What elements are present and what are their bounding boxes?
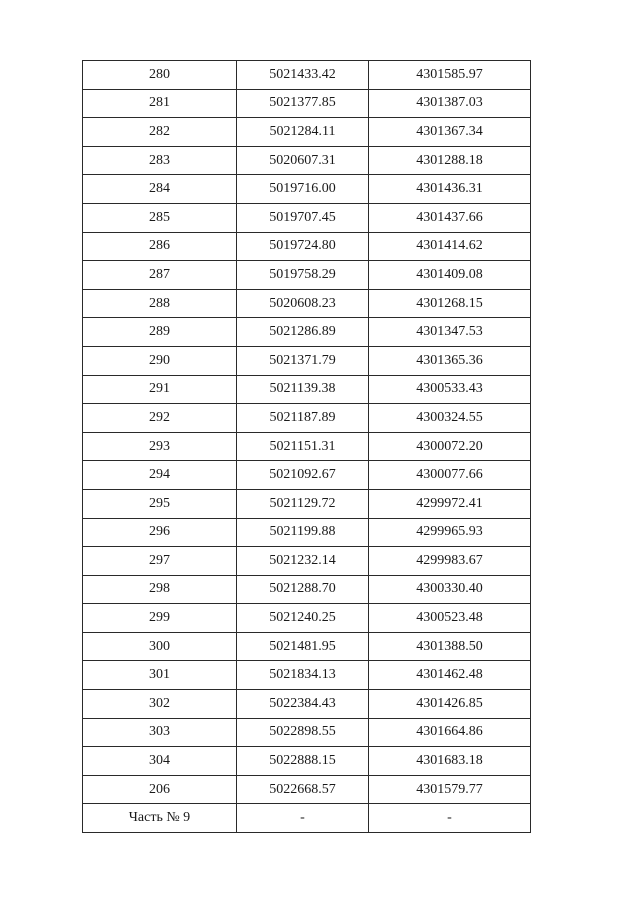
y-coordinate-cell: 4301347.53 xyxy=(369,318,531,347)
x-coordinate-cell: 5019716.00 xyxy=(237,175,369,204)
x-coordinate-cell: 5020607.31 xyxy=(237,146,369,175)
x-coordinate-cell: 5021092.67 xyxy=(237,461,369,490)
point-number-cell: 286 xyxy=(83,232,237,261)
y-coordinate-cell: 4301365.36 xyxy=(369,346,531,375)
table-row xyxy=(83,547,531,576)
table-row xyxy=(83,203,531,232)
x-coordinate-cell: 5021377.85 xyxy=(237,89,369,118)
y-coordinate-cell: 4301664.86 xyxy=(369,718,531,747)
point-number-cell: 280 xyxy=(83,61,237,90)
table-row xyxy=(83,604,531,633)
y-coordinate-cell: 4300533.43 xyxy=(369,375,531,404)
point-number-cell: 295 xyxy=(83,489,237,518)
table-row xyxy=(83,461,531,490)
coordinates-table xyxy=(82,60,531,833)
x-coordinate-cell: 5021240.25 xyxy=(237,604,369,633)
y-coordinate-cell: 4301387.03 xyxy=(369,89,531,118)
table-row xyxy=(83,661,531,690)
point-number-cell: 304 xyxy=(83,747,237,776)
point-number-cell: 289 xyxy=(83,318,237,347)
x-coordinate-cell: 5022888.15 xyxy=(237,747,369,776)
y-coordinate-cell: 4301437.66 xyxy=(369,203,531,232)
x-coordinate-cell: 5019758.29 xyxy=(237,261,369,290)
table-row xyxy=(83,404,531,433)
table-row xyxy=(83,518,531,547)
x-coordinate-cell: 5020608.23 xyxy=(237,289,369,318)
point-number-cell: 298 xyxy=(83,575,237,604)
point-number-cell: 300 xyxy=(83,632,237,661)
y-coordinate-cell: 4301268.15 xyxy=(369,289,531,318)
table-row xyxy=(83,718,531,747)
table-row xyxy=(83,375,531,404)
table-row xyxy=(83,804,531,833)
y-coordinate-cell: 4301585.97 xyxy=(369,61,531,90)
table-row xyxy=(83,747,531,776)
table-row xyxy=(83,775,531,804)
y-coordinate-cell: 4300324.55 xyxy=(369,404,531,433)
y-coordinate-cell: 4300330.40 xyxy=(369,575,531,604)
point-number-cell: Часть № 9 xyxy=(83,804,237,833)
x-coordinate-cell: - xyxy=(237,804,369,833)
x-coordinate-cell: 5022668.57 xyxy=(237,775,369,804)
x-coordinate-cell: 5021151.31 xyxy=(237,432,369,461)
y-coordinate-cell: 4300072.20 xyxy=(369,432,531,461)
table-row xyxy=(83,89,531,118)
x-coordinate-cell: 5021129.72 xyxy=(237,489,369,518)
x-coordinate-cell: 5021199.88 xyxy=(237,518,369,547)
y-coordinate-cell: 4299972.41 xyxy=(369,489,531,518)
y-coordinate-cell: 4301288.18 xyxy=(369,146,531,175)
y-coordinate-cell: 4300523.48 xyxy=(369,604,531,633)
table-row xyxy=(83,632,531,661)
table-row xyxy=(83,432,531,461)
point-number-cell: 285 xyxy=(83,203,237,232)
document-page xyxy=(82,60,530,833)
table-row xyxy=(83,146,531,175)
point-number-cell: 294 xyxy=(83,461,237,490)
point-number-cell: 290 xyxy=(83,346,237,375)
point-number-cell: 297 xyxy=(83,547,237,576)
table-row xyxy=(83,232,531,261)
x-coordinate-cell: 5019724.80 xyxy=(237,232,369,261)
point-number-cell: 303 xyxy=(83,718,237,747)
y-coordinate-cell: 4301388.50 xyxy=(369,632,531,661)
table-row xyxy=(83,318,531,347)
point-number-cell: 291 xyxy=(83,375,237,404)
x-coordinate-cell: 5021481.95 xyxy=(237,632,369,661)
point-number-cell: 287 xyxy=(83,261,237,290)
x-coordinate-cell: 5021834.13 xyxy=(237,661,369,690)
point-number-cell: 288 xyxy=(83,289,237,318)
y-coordinate-cell: 4301367.34 xyxy=(369,118,531,147)
point-number-cell: 301 xyxy=(83,661,237,690)
y-coordinate-cell: 4300077.66 xyxy=(369,461,531,490)
x-coordinate-cell: 5021284.11 xyxy=(237,118,369,147)
x-coordinate-cell: 5021232.14 xyxy=(237,547,369,576)
y-coordinate-cell: 4301462.48 xyxy=(369,661,531,690)
x-coordinate-cell: 5021433.42 xyxy=(237,61,369,90)
y-coordinate-cell: 4299965.93 xyxy=(369,518,531,547)
point-number-cell: 284 xyxy=(83,175,237,204)
point-number-cell: 296 xyxy=(83,518,237,547)
x-coordinate-cell: 5021286.89 xyxy=(237,318,369,347)
point-number-cell: 283 xyxy=(83,146,237,175)
x-coordinate-cell: 5022898.55 xyxy=(237,718,369,747)
table-row xyxy=(83,175,531,204)
table-row xyxy=(83,61,531,90)
table-row xyxy=(83,489,531,518)
point-number-cell: 206 xyxy=(83,775,237,804)
table-row xyxy=(83,261,531,290)
x-coordinate-cell: 5021187.89 xyxy=(237,404,369,433)
y-coordinate-cell: 4299983.67 xyxy=(369,547,531,576)
point-number-cell: 299 xyxy=(83,604,237,633)
point-number-cell: 281 xyxy=(83,89,237,118)
point-number-cell: 282 xyxy=(83,118,237,147)
table-row xyxy=(83,690,531,719)
x-coordinate-cell: 5022384.43 xyxy=(237,690,369,719)
y-coordinate-cell: 4301579.77 xyxy=(369,775,531,804)
x-coordinate-cell: 5021139.38 xyxy=(237,375,369,404)
y-coordinate-cell: 4301414.62 xyxy=(369,232,531,261)
x-coordinate-cell: 5021371.79 xyxy=(237,346,369,375)
table-row xyxy=(83,346,531,375)
point-number-cell: 293 xyxy=(83,432,237,461)
y-coordinate-cell: 4301426.85 xyxy=(369,690,531,719)
table-row xyxy=(83,289,531,318)
y-coordinate-cell: 4301683.18 xyxy=(369,747,531,776)
x-coordinate-cell: 5019707.45 xyxy=(237,203,369,232)
coordinates-table-body xyxy=(83,61,531,833)
y-coordinate-cell: 4301409.08 xyxy=(369,261,531,290)
y-coordinate-cell: 4301436.31 xyxy=(369,175,531,204)
point-number-cell: 302 xyxy=(83,690,237,719)
y-coordinate-cell: - xyxy=(369,804,531,833)
point-number-cell: 292 xyxy=(83,404,237,433)
x-coordinate-cell: 5021288.70 xyxy=(237,575,369,604)
table-row xyxy=(83,118,531,147)
table-row xyxy=(83,575,531,604)
